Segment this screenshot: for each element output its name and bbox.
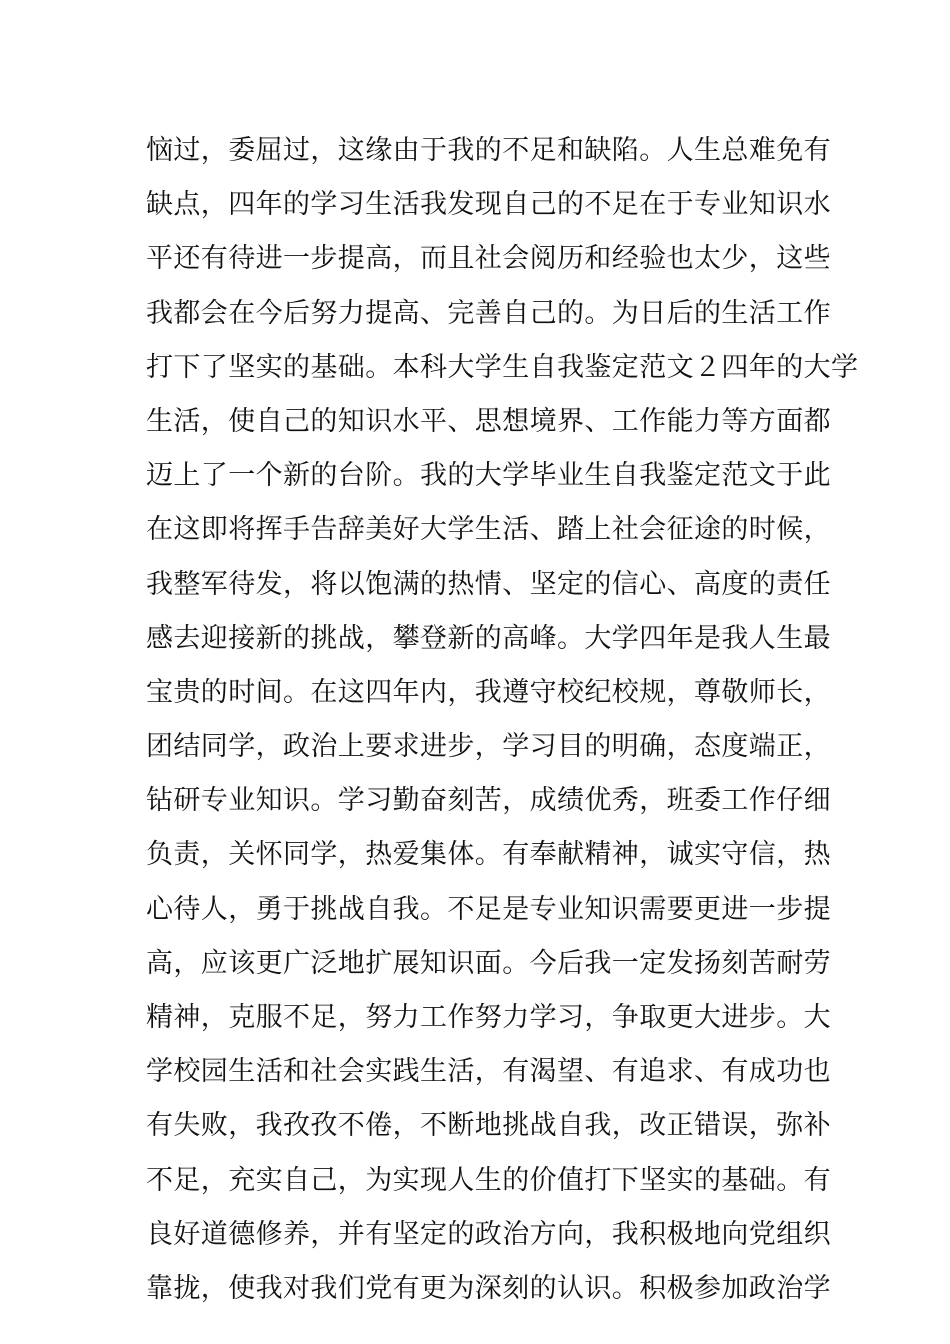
body-text <box>146 124 859 1316</box>
text-line: 宝贵的时间。在这四年内，我遵守校纪校规，尊敬师长， <box>146 676 831 708</box>
text-line: 精神，克服不足，努力工作努力学习，争取更大进步。大 <box>146 1002 831 1033</box>
text-line: 在这即将挥手告辞美好大学生活、踏上社会征途的时候， <box>146 514 831 546</box>
text-line: 学校园生活和社会实践生活，有渴望、有追求、有成功也 <box>146 1056 831 1088</box>
text-line: 恼过，委屈过，这缘由于我的不足和缺陷。人生总难免有 <box>146 135 831 166</box>
text-line: 良好道德修养，并有坚定的政治方向，我积极地向党组织 <box>146 1218 831 1250</box>
text-line: 我整军待发，将以饱满的热情、坚定的信心、高度的责任 <box>146 568 831 600</box>
text-line: 负责，关怀同学，热爱集体。有奉献精神，诚实守信，热 <box>146 839 831 871</box>
text-line: 团结同学，政治上要求进步，学习目的明确，态度端正， <box>146 731 831 763</box>
text-line: 缺点，四年的学习生活我发现自己的不足在于专业知识水 <box>146 189 831 221</box>
text-line: 生活，使自己的知识水平、思想境界、工作能力等方面都 <box>146 405 831 437</box>
text-line: 感去迎接新的挑战，攀登新的高峰。大学四年是我人生最 <box>146 622 831 654</box>
text-line: 我都会在今后努力提高、完善自己的。为日后的生活工作 <box>146 297 831 329</box>
text-line: 迈上了一个新的台阶。我的大学毕业生自我鉴定范文于此 <box>146 460 831 492</box>
text-line: 打下了坚实的基础。本科大学生自我鉴定范文２四年的大学 <box>146 351 859 383</box>
text-line: 高，应该更广泛地扩展知识面。今后我一定发扬刻苦耐劳 <box>146 947 831 979</box>
text-line: 钻研专业知识。学习勤奋刻苦，成绩优秀，班委工作仔细 <box>146 785 831 817</box>
text-line: 有失败，我孜孜不倦，不断地挑战自我，改正错误，弥补 <box>146 1110 831 1142</box>
text-line: 靠拢，使我对我们党有更为深刻的认识。积极参加政治学 <box>146 1272 831 1304</box>
text-line: 心待人，勇于挑战自我。不足是专业知识需要更进一步提 <box>146 893 831 925</box>
text-line: 不足，充实自己，为实现人生的价值打下坚实的基础。有 <box>146 1164 831 1196</box>
text-line: 平还有待进一步提高，而且社会阅历和经验也太少，这些 <box>146 243 831 275</box>
